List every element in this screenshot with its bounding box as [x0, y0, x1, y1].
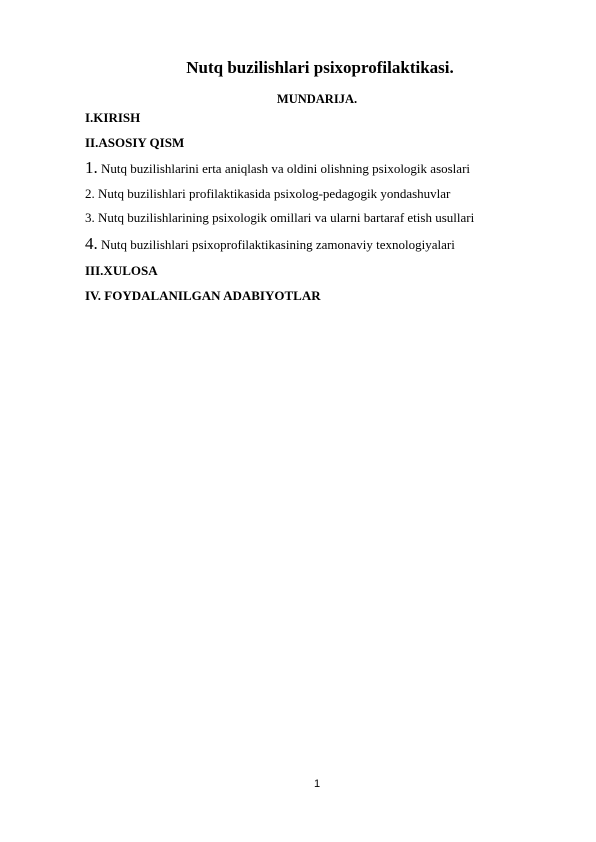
toc-item — [85, 186, 450, 202]
toc-section-adabiyotlar: IV. FOYDALANILGAN ADABIYOTLAR — [85, 288, 321, 303]
page-number: 1 — [313, 778, 321, 790]
toc-item-text: Nutq buzilishlari profilaktikasida psixolog-pedagogik yondashuvlar — [98, 186, 451, 201]
toc-item-text: Nutq buzilishlari psixoprofilaktikasining zamonaviy texnologiyalari — [101, 237, 455, 252]
toc-item-number: 3. — [85, 210, 95, 225]
toc-section-asosiy-qism: II.ASOSIY QISM — [85, 135, 185, 150]
toc-item — [85, 210, 474, 226]
toc-section-xulosa: III.XULOSA — [85, 263, 158, 278]
document-title: Nutq buzilishlari psixoprofilaktikasi. — [186, 58, 454, 77]
toc-item-text: Nutq buzilishlarini erta aniqlash va oldini olishning psixologik asoslari — [101, 161, 471, 176]
toc-section-kirish: I.KIRISH — [85, 110, 141, 125]
toc-item-number: 1. — [85, 158, 98, 177]
toc-item — [85, 234, 455, 254]
toc-item-number: 4. — [85, 234, 98, 253]
toc-heading: MUNDARIJA. — [276, 92, 358, 106]
toc-item-number: 2. — [85, 186, 95, 201]
toc-item-text: Nutq buzilishlarining psixologik omillari va ularni bartaraf etish usullari — [98, 210, 475, 225]
toc-item — [85, 158, 470, 178]
